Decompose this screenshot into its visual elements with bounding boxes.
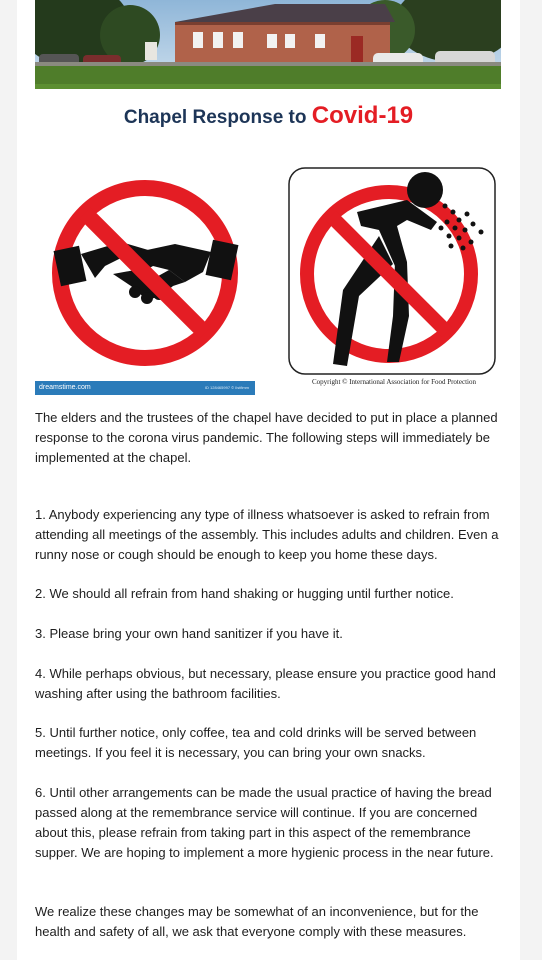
list-item: 1. Anybody experiencing any type of illness whatsoever is asked to refrain from attending all meetings of the assembly. This includes adults and children. Even a runny nose or cough should be enough to keep you home these days. [35,507,499,562]
list-item: 5. Until further notice, only coffee, tea and cold drinks will be served between meetings. If you feel it is necessary, you can bring your own snacks. [35,725,477,760]
title-highlight: Covid-19 [311,102,414,129]
list-item: 6. Until other arrangements can be made the usual practice of having the bread passed along at the remembrance service will continue. If you are concerned about this, please refrain from taking part in this aspect of the remembrance supper. We are hoping to implement a more hygienic process in the near future. [35,785,494,860]
title-prefix: Chapel Response to [123,107,307,128]
notice-card [17,0,520,960]
image-copyright: Copyright © International Association for Food Protection [312,378,476,386]
page-title [17,100,520,134]
credit-text: dreamstime.com [39,384,91,391]
no-handshake-sign [35,166,255,396]
list-item: 3. Please bring your own hand sanitizer if you have it. [35,626,343,641]
credit-id: ID 128465997 © Ilstfimm [204,385,249,390]
closing-paragraph: We realize these changes may be somewhat of an inconvenience, but for the health and safety of all, we ask that everyone comply with these measures. [35,904,479,939]
intro-paragraph: The elders and the trustees of the chapel have decided to put in place a planned response to the corona virus pandemic. The following steps will immediately be implemented at the chapel. [35,410,498,465]
list-item: 4. While perhaps obvious, but necessary, please ensure you practice good hand washing after using the bathroom facilities. [35,666,496,701]
list-item: 2. We should all refrain from hand shaking or hugging until further notice. [35,586,454,601]
no-coughing-sign [287,166,501,392]
chapel-photo [35,0,501,89]
image-credit-bar [35,381,255,395]
